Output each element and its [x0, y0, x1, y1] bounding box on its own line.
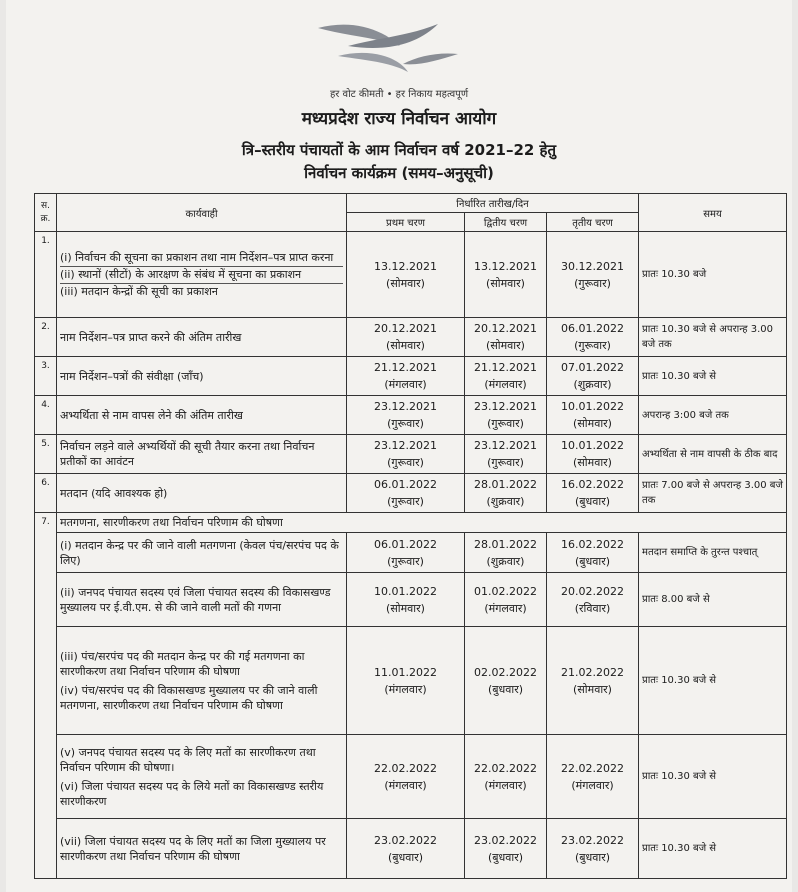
action-item: (v) जनपद पंचायत सदस्य पद के लिए मतों का सारणीकरण तथा निर्वाचन परिणाम की घोषणा। [60, 745, 316, 774]
row-number: 7. [35, 513, 57, 879]
table-row [35, 474, 787, 513]
action-item: (ii) स्थानों (सीटों) के आरक्षण के संबंध में सूचना का प्रकाशन [60, 267, 343, 284]
time-cell: प्रातः 10.30 बजे से [639, 627, 787, 735]
phase2-date: 28.01.2022 [474, 478, 537, 491]
phase3-day: (गुरूवार) [574, 339, 611, 352]
election-commission-logo [308, 16, 468, 86]
phase1-date: 06.01.2022 [374, 478, 437, 491]
phase2-day: (बुधवार) [487, 850, 524, 864]
header-sno: स. क्र. [35, 194, 57, 232]
table-row [35, 533, 787, 573]
phase1-date: 13.12.2021 [374, 259, 437, 273]
phase3-date: 10.01.2022 [561, 439, 624, 452]
time-cell: प्रातः 8.00 बजे से [639, 573, 787, 627]
table-row [35, 627, 787, 735]
document-title: त्रि–स्तरीय पंचायतों के आम निर्वाचन वर्ष 2021–22 हेतु [241, 141, 557, 159]
action-item: (vii) जिला पंचायत सदस्य पद के लिए मतों का जिला मुख्यालय पर सारणीकरण तथा निर्वाचन परिणाम की घोषणा [57, 819, 347, 879]
time-cell: प्रातः 10.30 बजे से [639, 735, 787, 819]
header-phase3: तृतीय चरण [547, 213, 639, 232]
phase2-day: (शुक्रवार) [486, 495, 525, 508]
phase1-date: 21.12.2021 [374, 361, 437, 374]
action-item: नाम निर्देशन–पत्र प्राप्त करने की अंतिम तारीख [57, 318, 347, 357]
header-scheduled: निर्धारित तारीख/दिन [347, 194, 639, 213]
phase1-date: 20.12.2021 [374, 322, 437, 335]
phase2-date: 01.02.2022 [474, 584, 537, 598]
time-cell: प्रातः 10.30 बजे [639, 232, 787, 318]
phase2-day: (शुक्रवार) [486, 554, 525, 568]
phase1-day: (गुरूवार) [387, 417, 424, 430]
phase2-day: (मंगलवार) [484, 778, 527, 792]
phase3-day: (सोमवार) [573, 417, 612, 430]
time-cell: प्रातः 10.30 बजे से [639, 819, 787, 879]
row-number: 4. [35, 396, 57, 435]
phase2-day: (बुधवार) [487, 682, 524, 696]
row-number: 5. [35, 435, 57, 474]
phase2-date: 13.12.2021 [474, 259, 537, 273]
phase3-date: 16.02.2022 [561, 478, 624, 491]
header-phase1: प्रथम चरण [347, 213, 465, 232]
table-row [35, 232, 787, 318]
phase1-day: (सोमवार) [386, 339, 425, 352]
table-row [35, 573, 787, 627]
phase2-day: (गुरूवार) [487, 456, 524, 469]
action-item: (iii) पंच/सरपंच पद की मतदान केन्द्र पर की गई मतगणना का सारणीकरण तथा निर्वाचन परिणाम की घोषणा [60, 649, 305, 678]
section-heading: मतगणना, सारणीकरण तथा निर्वाचन परिणाम की घोषणा [57, 513, 787, 533]
phase1-date: 23.12.2021 [374, 400, 437, 413]
row-number: 3. [35, 357, 57, 396]
action-item: (iii) मतदान केन्द्रों की सूची का प्रकाशन [60, 284, 218, 298]
schedule-table [34, 193, 787, 879]
phase3-date: 20.02.2022 [561, 584, 624, 598]
phase2-day: (मंगलवार) [484, 378, 527, 391]
action-item: नाम निर्देशन–पत्रों की संवीक्षा (जाँच) [57, 357, 347, 396]
phase3-day: (मंगलवार) [571, 778, 614, 792]
phase2-day: (सोमवार) [486, 276, 525, 290]
action-item: निर्वाचन लड़ने वाले अभ्यर्थियों की सूची तैयार करना तथा निर्वाचन प्रतीकों का आवंटन [57, 435, 347, 474]
commission-name: मध्यप्रदेश राज्य निर्वाचन आयोग [301, 109, 497, 129]
phase2-date: 23.02.2022 [474, 833, 537, 847]
time-cell: मतदान समाप्ति के तुरन्त पश्चात् [639, 533, 787, 573]
action-item: (i) निर्वाचन की सूचना का प्रकाशन तथा नाम निर्देशन–पत्र प्राप्त करना [60, 250, 343, 267]
document-page [6, 0, 792, 892]
phase2-date: 28.01.2022 [474, 537, 537, 551]
phase1-date: 22.02.2022 [374, 761, 437, 775]
phase3-day: (रविवार) [574, 601, 611, 615]
header-time: समय [639, 194, 787, 232]
header-action: कार्यवाही [57, 194, 347, 232]
phase2-date: 22.02.2022 [474, 761, 537, 775]
table-row [35, 396, 787, 435]
phase2-date: 02.02.2022 [474, 665, 537, 679]
section-heading-row [35, 513, 787, 533]
phase1-date: 23.02.2022 [374, 833, 437, 847]
phase1-date: 10.01.2022 [374, 584, 437, 598]
time-cell: अपरान्ह 3:00 बजे तक [639, 396, 787, 435]
phase3-date: 22.02.2022 [561, 761, 624, 775]
phase1-date: 23.12.2021 [374, 439, 437, 452]
phase3-date: 30.12.2021 [561, 259, 624, 273]
table-row [35, 819, 787, 879]
phase3-date: 10.01.2022 [561, 400, 624, 413]
phase2-date: 20.12.2021 [474, 322, 537, 335]
table-row [35, 735, 787, 819]
phase1-day: (गुरूवार) [387, 495, 424, 508]
table-row [35, 435, 787, 474]
table-row [35, 318, 787, 357]
phase1-day: (सोमवार) [386, 601, 425, 615]
phase2-day: (गुरूवार) [487, 417, 524, 430]
header-phase2: द्वितीय चरण [465, 213, 547, 232]
phase1-date: 11.01.2022 [374, 665, 437, 679]
phase2-date: 23.12.2021 [474, 439, 537, 452]
phase1-day: (मंगलवार) [384, 682, 427, 696]
phase1-day: (मंगलवार) [384, 778, 427, 792]
row-number: 1. [35, 232, 57, 318]
phase1-day: (बुधवार) [387, 850, 424, 864]
time-cell: प्रातः 10.30 बजे से [639, 357, 787, 396]
action-item: (ii) जनपद पंचायत सदस्य एवं जिला पंचायत सदस्य की विकासखण्ड मुख्यालय पर ई.वी.एम. से की जाने वाली मतों की गणना [57, 573, 347, 627]
action-item: (vi) जिला पंचायत सदस्य पद के लिये मतों का विकासखण्ड स्तरीय सारणीकरण [60, 779, 324, 808]
row-number: 6. [35, 474, 57, 513]
tagline: हर वोट कीमती • हर निकाय महत्वपूर्ण [329, 89, 469, 100]
phase1-day: (गुरूवार) [387, 554, 424, 568]
table-row [35, 357, 787, 396]
phase3-day: (शुक्रवार) [573, 378, 612, 391]
phase2-day: (मंगलवार) [484, 601, 527, 615]
phase2-day: (सोमवार) [486, 339, 525, 352]
phase3-day: (बुधवार) [574, 554, 611, 568]
action-item: मतदान (यदि आवश्यक हो) [57, 474, 347, 513]
action-item: अभ्यर्थिता से नाम वापस लेने की अंतिम तारीख [57, 396, 347, 435]
phase2-date: 21.12.2021 [474, 361, 537, 374]
phase1-day: (मंगलवार) [384, 378, 427, 391]
phase3-day: (सोमवार) [573, 682, 612, 696]
phase3-date: 23.02.2022 [561, 833, 624, 847]
time-cell: अभ्यर्थिता से नाम वापसी के ठीक बाद [639, 435, 787, 474]
action-item: (i) मतदान केन्द्र पर की जाने वाली मतगणना (केवल पंच/सरपंच पद के लिए) [57, 533, 347, 573]
phase3-date: 16.02.2022 [561, 537, 624, 551]
phase1-day: (सोमवार) [386, 276, 425, 290]
phase3-date: 07.01.2022 [561, 361, 624, 374]
time-cell: प्रातः 10.30 बजे से अपरान्ह 3.00 बजे तक [639, 318, 787, 357]
phase3-day: (बुधवार) [574, 495, 611, 508]
phase3-day: (सोमवार) [573, 456, 612, 469]
phase3-day: (गुरूवार) [574, 276, 611, 290]
phase2-date: 23.12.2021 [474, 400, 537, 413]
row-number: 2. [35, 318, 57, 357]
phase3-day: (बुधवार) [574, 850, 611, 864]
time-cell: प्रातः 7.00 बजे से अपरान्ह 3.00 बजे तक [639, 474, 787, 513]
phase1-date: 06.01.2022 [374, 537, 437, 551]
phase1-day: (गुरूवार) [387, 456, 424, 469]
document-subtitle: निर्वाचन कार्यक्रम (समय–अनुसूची) [304, 164, 494, 182]
phase3-date: 21.02.2022 [561, 665, 624, 679]
phase3-date: 06.01.2022 [561, 322, 624, 335]
action-item: (iv) पंच/सरपंच पद की विकासखण्ड मुख्यालय पर की जाने वाली मतगणना, सारणीकरण तथा निर्वाचन परिणाम की घोषणा [60, 683, 318, 712]
